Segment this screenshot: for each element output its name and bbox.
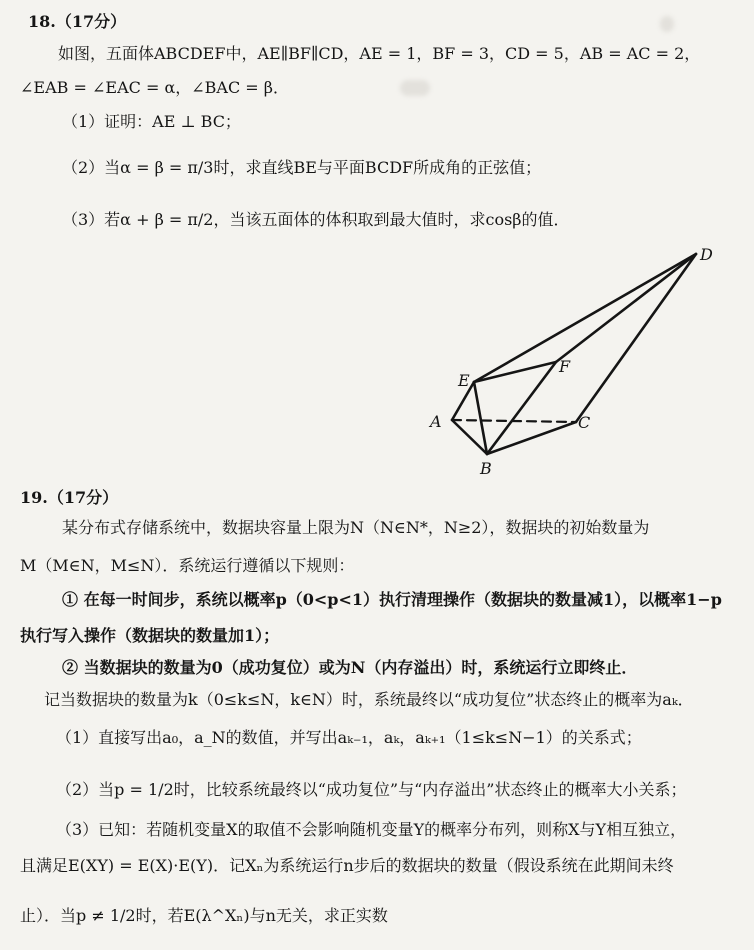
edge-ed (474, 254, 696, 382)
q18-intro-line1: 如图，五面体ABCDEF中，AE∥BF∥CD，AE = 1，BF = 3，CD = 5，AB = AC = 2， (58, 44, 701, 63)
label-f: F (559, 357, 571, 376)
q19-part3-line1: （3）已知：若随机变量X的取值不会影响随机变量Y的概率分布列，则称X与Y相互独立， (56, 820, 687, 839)
q19-part1: （1）直接写出a₀，a_N的数值，并写出aₖ₋₁，aₖ，aₖ₊₁（1≤k≤N−1）的关系式； (56, 728, 642, 747)
q19-rule1-line1: ① 在每一时间步，系统以概率p（0<p<1）执行清理操作（数据块的数量减1），以概率1−p (62, 590, 722, 609)
q19-rule2: ② 当数据块的数量为0（成功复位）或为N（内存溢出）时，系统运行立即终止． (62, 658, 638, 677)
label-d: D (700, 245, 713, 264)
label-a: A (430, 412, 442, 431)
q19-line2: M（M∈N，M≤N）．系统运行遵循以下规则： (20, 556, 355, 575)
q18-header: 18.（17分） (28, 12, 127, 31)
label-c: C (578, 413, 591, 432)
q18-part1: （1）证明：AE ⊥ BC； (62, 112, 241, 131)
edge-cd (576, 254, 696, 422)
q19-rule1-line2: 执行写入操作（数据块的数量加1）； (20, 626, 280, 645)
pentahedron-figure (420, 240, 720, 480)
q19-line1: 某分布式存储系统中，数据块容量上限为N（N∈N*，N≥2），数据块的初始数量为 (62, 518, 650, 537)
q18-part3: （3）若α + β = π/2，当该五面体的体积取到最大值时，求cosβ的值． (62, 210, 570, 229)
q18-part2: （2）当α = β = π/3时，求直线BE与平面BCDF所成角的正弦值； (62, 158, 542, 177)
edge-ac-hidden (452, 420, 576, 422)
q19-definition: 记当数据块的数量为k（0≤k≤N，k∈N）时，系统最终以“成功复位”状态终止的概率为aₖ． (44, 690, 694, 709)
q19-part3-line2: 且满足E(XY) = E(X)·E(Y)．记Xₙ为系统运行n步后的数据块的数量（假设系统在此期间未终 (20, 856, 674, 875)
edge-fd (556, 254, 696, 362)
q19-part2: （2）当p = 1/2时，比较系统最终以“成功复位”与“内存溢出”状态终止的概率大小关系； (56, 780, 687, 799)
q19-header: 19.（17分） (20, 488, 119, 507)
q18-intro-line2: ∠EAB = ∠EAC = α，∠BAC = β． (20, 78, 290, 97)
label-e: E (458, 371, 470, 390)
label-b: B (480, 459, 492, 478)
q19-part3-line3: 止）．当p ≠ 1/2时，若E(λ^Xₙ)与n无关，求正实数 (20, 906, 388, 925)
